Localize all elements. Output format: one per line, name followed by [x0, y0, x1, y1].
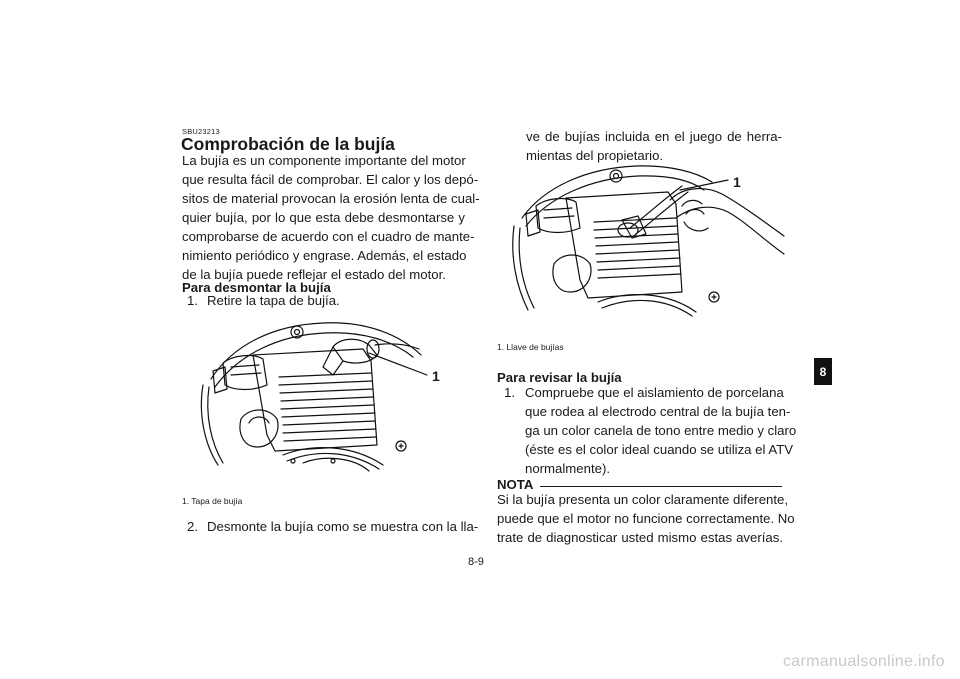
step-number: 1. — [187, 293, 198, 308]
section-title: Comprobación de la bujía — [181, 134, 395, 154]
intro-line: sitos de material provocan la erosión lenta de cual- — [182, 191, 480, 206]
nota-label: NOTA — [497, 477, 534, 492]
continuation-line: ve de bujías incluida en el juego de herra- — [526, 129, 782, 144]
intro-line: quier bujía, por lo que esta debe desmontarse y — [182, 210, 465, 225]
intro-line: de la bujía puede reflejar el estado del motor. — [182, 267, 446, 282]
nota-line: Si la bujía presenta un color claramente diferente, — [497, 492, 789, 507]
figure1-caption: 1. Tapa de bujía — [182, 496, 243, 506]
step-number: 2. — [187, 519, 198, 534]
nota-paragraph — [497, 490, 795, 547]
figure-spark-plug-wrench — [500, 160, 785, 320]
step-text-line: ga un color canela de tono entre medio y claro — [525, 423, 797, 438]
intro-line: La bujía es un componente importante del motor — [182, 153, 466, 168]
step-text-line: que rodea al electrodo central de la bujía ten- — [525, 404, 791, 419]
step-number: 1. — [504, 385, 515, 400]
nota-line: trate de diagnosticar usted mismo estas averías. — [497, 530, 783, 545]
engine-illustration-1 — [183, 315, 465, 473]
step-text-line: (éste es el color ideal cuando se utiliza el ATV — [525, 442, 794, 457]
remove-heading: Para desmontar la bujía — [182, 280, 331, 295]
watermark: carmanualsonline.info — [783, 653, 945, 670]
figure-spark-plug-cap — [183, 315, 465, 473]
remove-step-2 — [187, 517, 479, 536]
step-text-line: Compruebe que el aislamiento de porcelana — [525, 385, 784, 400]
engine-illustration-2 — [500, 160, 785, 320]
step-text-line: normalmente). — [525, 461, 611, 476]
nota-divider — [540, 486, 782, 487]
figure2-callout: 1 — [733, 174, 741, 190]
section-code: SBU23213 — [182, 127, 220, 136]
inspect-step-1 — [504, 383, 797, 478]
page-number: 8-9 — [468, 556, 484, 568]
intro-paragraph — [182, 151, 480, 284]
nota-line: puede que el motor no funcione correctamente. No — [497, 511, 795, 526]
intro-line: nimiento periódico y engrase. Además, el estado — [182, 248, 467, 263]
step-text: Retire la tapa de bujía. — [207, 293, 340, 308]
figure2-caption: 1. Llave de bujías — [497, 342, 564, 352]
intro-line: comprobarse de acuerdo con el cuadro de mante- — [182, 229, 475, 244]
inspect-heading: Para revisar la bujía — [497, 370, 622, 385]
remove-step-1 — [187, 291, 467, 310]
figure1-callout: 1 — [432, 368, 440, 384]
step-text: Desmonte la bujía como se muestra con la lla- — [207, 519, 479, 534]
intro-line: que resulta fácil de comprobar. El calor y los depó- — [182, 172, 479, 187]
chapter-tab: 8 — [814, 358, 832, 385]
continuation-line: mientas del propietario. — [526, 148, 664, 163]
